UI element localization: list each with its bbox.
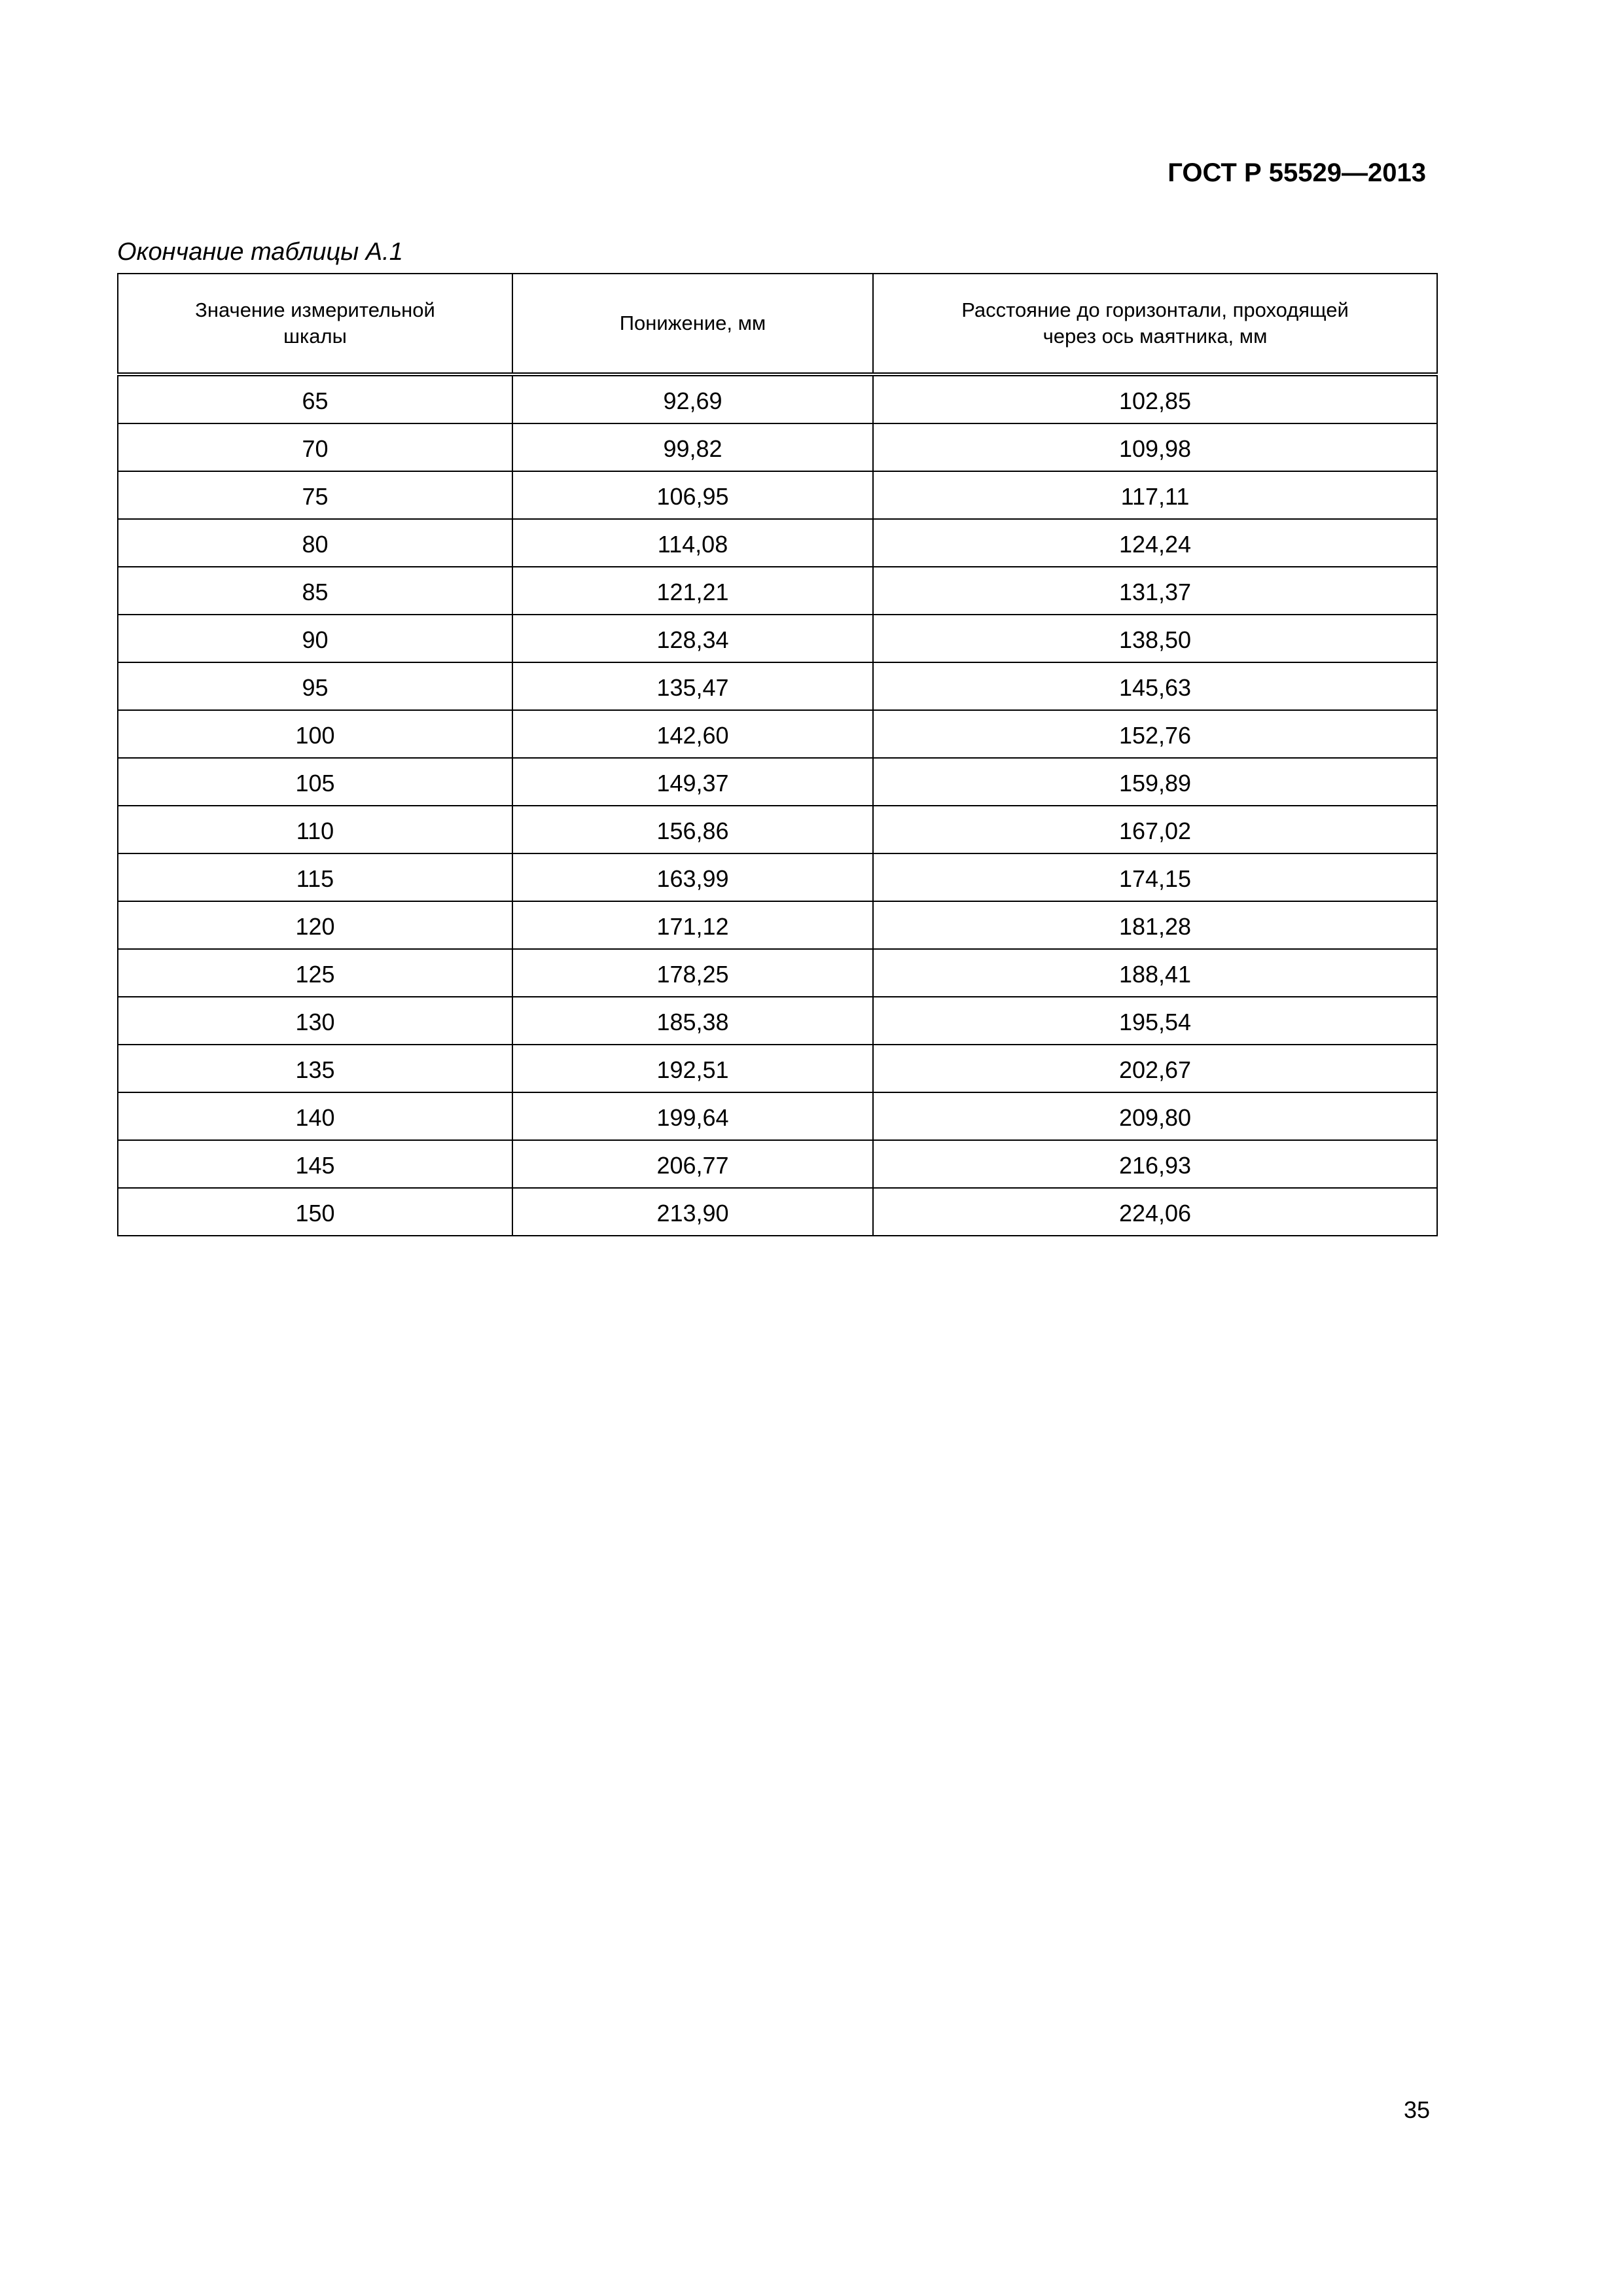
- cell-distance: 202,67: [873, 1045, 1437, 1092]
- cell-scale-value: 105: [118, 758, 512, 806]
- cell-lowering: 142,60: [512, 710, 873, 758]
- cell-scale-value: 80: [118, 519, 512, 567]
- cell-scale-value: 150: [118, 1188, 512, 1236]
- cell-lowering: 92,69: [512, 374, 873, 423]
- table-body: [118, 374, 1437, 1236]
- cell-distance: 109,98: [873, 423, 1437, 471]
- column-header-lowering: [512, 274, 873, 374]
- table-row: [118, 758, 1437, 806]
- cell-distance: 174,15: [873, 853, 1437, 901]
- table-row: [118, 519, 1437, 567]
- column-header-scale-value-label: Значение измерительной шкалы: [195, 298, 435, 348]
- cell-lowering: 128,34: [512, 615, 873, 662]
- cell-scale-value: 115: [118, 853, 512, 901]
- cell-distance: 124,24: [873, 519, 1437, 567]
- cell-distance: 145,63: [873, 662, 1437, 710]
- cell-lowering: 121,21: [512, 567, 873, 615]
- cell-scale-value: 130: [118, 997, 512, 1045]
- cell-lowering: 135,47: [512, 662, 873, 710]
- cell-lowering: 106,95: [512, 471, 873, 519]
- table-row: [118, 901, 1437, 949]
- cell-lowering: 206,77: [512, 1140, 873, 1188]
- cell-distance: 102,85: [873, 374, 1437, 423]
- cell-scale-value: 70: [118, 423, 512, 471]
- cell-scale-value: 140: [118, 1092, 512, 1140]
- cell-distance: 131,37: [873, 567, 1437, 615]
- cell-distance: 224,06: [873, 1188, 1437, 1236]
- cell-lowering: 114,08: [512, 519, 873, 567]
- cell-distance: 181,28: [873, 901, 1437, 949]
- cell-lowering: 163,99: [512, 853, 873, 901]
- cell-lowering: 171,12: [512, 901, 873, 949]
- cell-scale-value: 65: [118, 374, 512, 423]
- cell-scale-value: 75: [118, 471, 512, 519]
- table-row: [118, 662, 1437, 710]
- table-row: [118, 853, 1437, 901]
- cell-scale-value: 100: [118, 710, 512, 758]
- cell-scale-value: 125: [118, 949, 512, 997]
- table-row: [118, 615, 1437, 662]
- cell-scale-value: 85: [118, 567, 512, 615]
- table-header-row: [118, 274, 1437, 374]
- document-header: ГОСТ Р 55529—2013: [1168, 158, 1426, 187]
- table-row: [118, 806, 1437, 853]
- cell-lowering: 149,37: [512, 758, 873, 806]
- cell-distance: 159,89: [873, 758, 1437, 806]
- cell-lowering: 156,86: [512, 806, 873, 853]
- cell-distance: 117,11: [873, 471, 1437, 519]
- cell-distance: 188,41: [873, 949, 1437, 997]
- table-row: [118, 710, 1437, 758]
- column-header-lowering-label: Понижение, мм: [619, 311, 766, 334]
- cell-distance: 138,50: [873, 615, 1437, 662]
- page-number: 35: [1403, 2096, 1430, 2123]
- cell-lowering: 213,90: [512, 1188, 873, 1236]
- table-row: [118, 471, 1437, 519]
- table-row: [118, 1140, 1437, 1188]
- cell-lowering: 199,64: [512, 1092, 873, 1140]
- cell-scale-value: 110: [118, 806, 512, 853]
- cell-distance: 167,02: [873, 806, 1437, 853]
- cell-scale-value: 145: [118, 1140, 512, 1188]
- column-header-scale-value: [118, 274, 512, 374]
- cell-scale-value: 90: [118, 615, 512, 662]
- cell-scale-value: 95: [118, 662, 512, 710]
- cell-distance: 216,93: [873, 1140, 1437, 1188]
- cell-lowering: 178,25: [512, 949, 873, 997]
- column-header-distance: [873, 274, 1437, 374]
- cell-distance: 152,76: [873, 710, 1437, 758]
- cell-scale-value: 120: [118, 901, 512, 949]
- table-row: [118, 1045, 1437, 1092]
- table-row: [118, 374, 1437, 423]
- table-caption: Окончание таблицы А.1: [117, 238, 403, 266]
- cell-distance: 209,80: [873, 1092, 1437, 1140]
- cell-lowering: 99,82: [512, 423, 873, 471]
- table-row: [118, 423, 1437, 471]
- table-head: [118, 274, 1437, 374]
- data-table: [117, 273, 1438, 1236]
- cell-distance: 195,54: [873, 997, 1437, 1045]
- table-row: [118, 567, 1437, 615]
- cell-lowering: 192,51: [512, 1045, 873, 1092]
- table-row: [118, 997, 1437, 1045]
- column-header-distance-label: Расстояние до горизонтали, проходящей через ось маятника, мм: [961, 298, 1349, 348]
- cell-scale-value: 135: [118, 1045, 512, 1092]
- table-row: [118, 1188, 1437, 1236]
- cell-lowering: 185,38: [512, 997, 873, 1045]
- table-row: [118, 949, 1437, 997]
- table-row: [118, 1092, 1437, 1140]
